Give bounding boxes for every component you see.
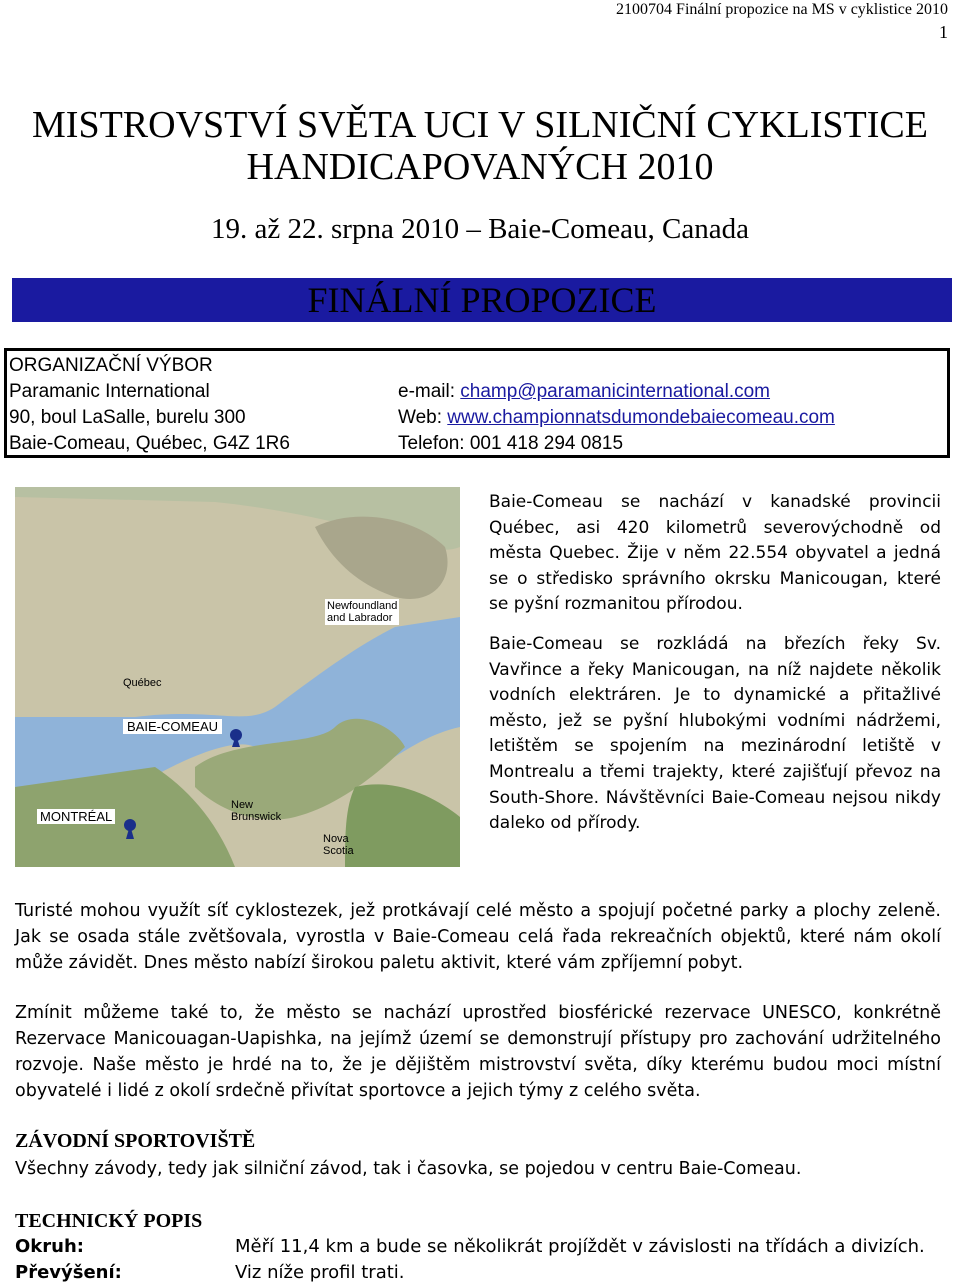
title-line-2: HANDICAPOVANÝCH 2010 bbox=[246, 146, 714, 188]
map-label-baie-comeau: BAIE-COMEAU bbox=[123, 719, 222, 734]
email-label: e-mail: bbox=[398, 381, 461, 402]
map-label-new-brunswick: New Brunswick bbox=[231, 799, 282, 823]
committee-city: Baie-Comeau, Québec, G4Z 1R6 bbox=[9, 433, 290, 454]
venue-text: Všechny závody, tedy jak silniční závod, tak i časovka, se pojedou v centru Baie-Comeau. bbox=[15, 1159, 802, 1179]
committee-heading: ORGANIZAČNÍ VÝBOR bbox=[9, 355, 213, 376]
committee-web-row bbox=[398, 407, 835, 429]
elevation-value: Viz níže profil trati. bbox=[235, 1262, 405, 1283]
page-number: 1 bbox=[939, 22, 948, 42]
elevation-row bbox=[15, 1262, 405, 1283]
map-label-newfoundland: Newfoundland and Labrador bbox=[327, 600, 398, 624]
map-label-montreal: MONTRÉAL bbox=[37, 809, 115, 824]
circuit-label: Okruh: bbox=[15, 1236, 84, 1257]
tourists-paragraph: Turisté mohou využít síť cyklostezek, jež protkávají celé město a spojují početné parky a plochy zeleně. Jak se osada stále zvětšovala, vyrostla v Baie-Comeau celá řada rekreačních objektů, které nám okolí může závidět. Dnes město nabízí širokou paletu aktivit, které vám zpříjemní pobyt. bbox=[15, 901, 941, 973]
unesco-paragraph: Zmínit můžeme také to, že město se nachází uprostřed biosférické rezervace UNESCO, konkrétně Rezervace Manicouagan-Uapishka, na jejímž území se demonstrují přístupy pro zachování udržitelného rozvoje. Naše město je hrdé na to, že je dějištěm mistrovství světa, díky kterému budou moci místní obyvatelé i lidé z okolí srdečně přivítat sportovce a jejich týmy z celého světa. bbox=[15, 1003, 941, 1101]
committee-phone: Telefon: 001 418 294 0815 bbox=[398, 433, 624, 454]
email-link[interactable]: champ@paramanicinternational.com bbox=[460, 381, 771, 402]
committee-email-row bbox=[398, 381, 770, 403]
committee-address: 90, boul LaSalle, burelu 300 bbox=[9, 407, 246, 428]
map-label-quebec: Québec bbox=[123, 677, 162, 689]
web-link[interactable]: www.championnatsdumondebaiecomeau.com bbox=[447, 407, 835, 428]
event-dates: 19. až 22. srpna 2010 – Baie-Comeau, Canada bbox=[211, 213, 749, 245]
intro-text bbox=[489, 490, 941, 851]
location-map bbox=[15, 487, 460, 867]
circuit-row bbox=[15, 1236, 925, 1257]
web-label: Web: bbox=[398, 407, 448, 428]
committee-org: Paramanic International bbox=[9, 381, 210, 402]
document-header: 2100704 Finální propozice na MS v cyklistice 2010 bbox=[616, 1, 948, 18]
circuit-value: Měří 11,4 km a bude se několikrát projíždět v závislosti na třídách a divizích. bbox=[235, 1236, 925, 1257]
banner-title: FINÁLNÍ PROPOZICE bbox=[307, 280, 657, 320]
title-line-1: MISTROVSTVÍ SVĚTA UCI V SILNIČNÍ CYKLISTICE bbox=[32, 104, 928, 146]
page-title bbox=[0, 104, 960, 188]
banner bbox=[12, 278, 952, 322]
organizing-committee-box bbox=[4, 348, 950, 458]
tech-heading: TECHNICKÝ POPIS bbox=[15, 1210, 203, 1232]
intro-paragraph-2: Baie-Comeau se rozkládá na březích řeky Sv. Vavřince a řeky Manicougan, na níž najdete několik vodních elektráren. Je to dynamické a přitažlivé město, jež se pyšní hlubokými vodními nádržemi, letištěm se spojením na mezinárodní letiště v Montrealu a třemi trajekty, které zajišťují převoz na South-Shore. Návštěvníci Baie-Comeau nejsou nikdy daleko od přírody. bbox=[489, 633, 941, 834]
map-label-nova-scotia: Nova Scotia bbox=[323, 833, 354, 857]
venue-heading: ZÁVODNÍ SPORTOVIŠTĚ bbox=[15, 1130, 256, 1152]
elevation-label: Převýšení: bbox=[15, 1262, 122, 1283]
intro-paragraph-1: Baie-Comeau se nachází v kanadské provincii Québec, asi 420 kilometrů severovýchodně od města Quebec. Žije v něm 22.554 obyvatel a jedná se o středisko správního okrsku Manicougan, které se pyšní rozmanitou přírodou. bbox=[489, 492, 941, 615]
